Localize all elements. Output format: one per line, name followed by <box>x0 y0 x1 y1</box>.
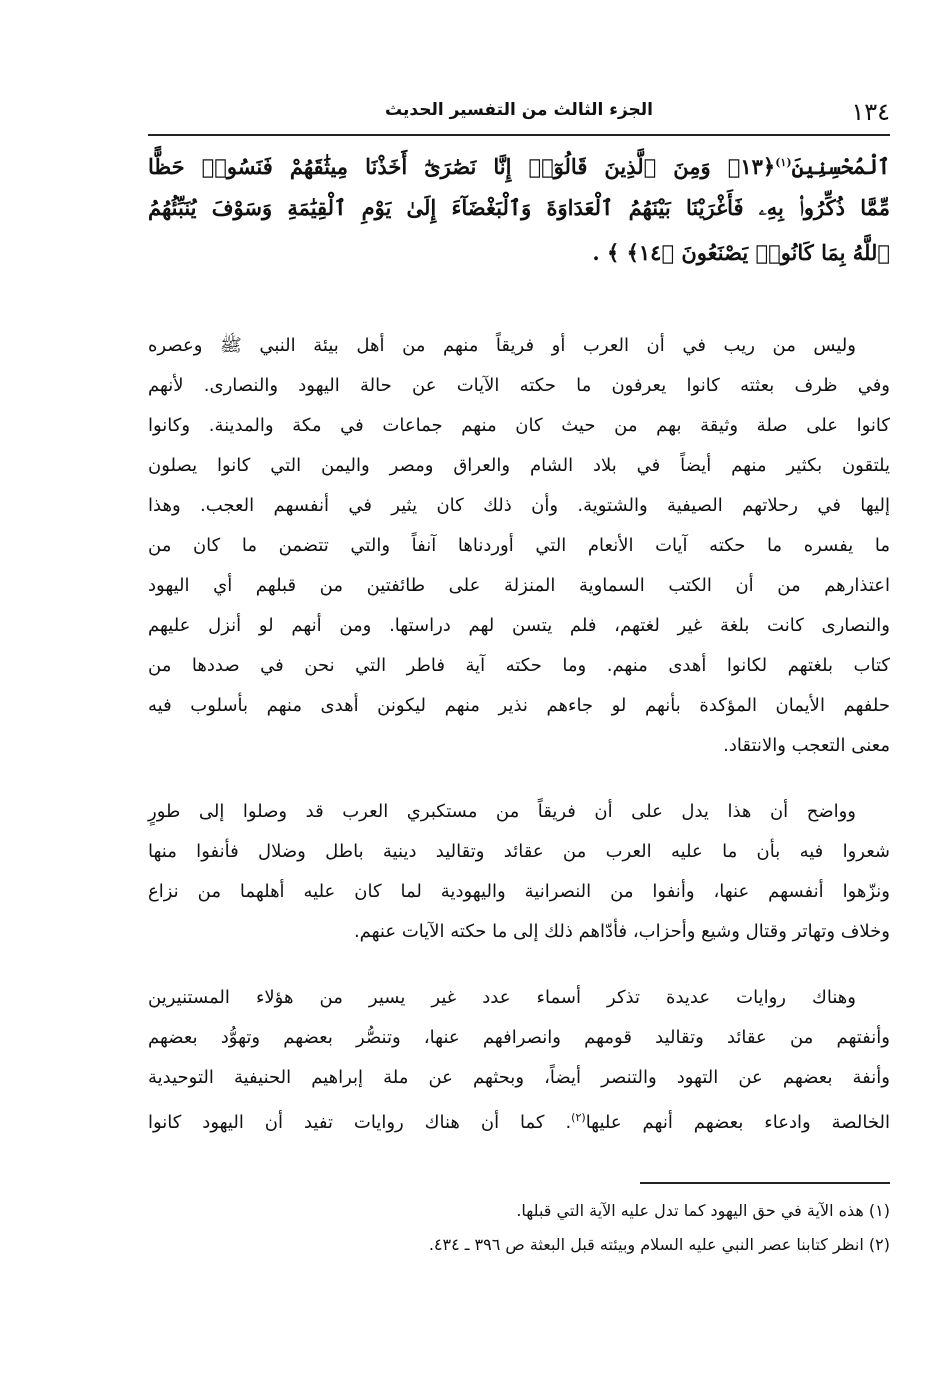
text-line <box>148 832 890 872</box>
text-line <box>148 726 890 766</box>
line-text: وهناك روايات عديدة تذكر أسماء عدد غير يسير من هؤلاء المستنيرين <box>148 987 856 1008</box>
text-line <box>148 872 890 912</box>
text-line <box>148 406 890 446</box>
text-line <box>148 1098 890 1138</box>
line-text: ٱلْمُحْسِنِينَ <box>791 154 890 179</box>
line-text: شعروا فيه بأن ما عليه العرب من عقائد وتقاليد دينية باطل وضلال فأنفوا منها <box>148 841 890 862</box>
line-text: اعتذارهم من أن الكتب السماوية المنزلة على طائفتين من قبلهم أي اليهود <box>148 575 890 596</box>
line-text: ﴿١٣﴾ وَمِنَ ٱلَّذِينَ قَالُوٓا۟ إِنَّا نَصَٰرَىٰٓ أَخَذْنَا مِيثَٰقَهُمْ فَنَسُوا۟ حَظًّا <box>148 154 776 179</box>
text-line <box>148 686 890 726</box>
text-line <box>148 978 890 1018</box>
text-line <box>148 326 890 366</box>
text-line <box>148 486 890 526</box>
quran-verse-block <box>148 140 890 275</box>
text-line <box>148 366 890 406</box>
line-text: . كما أن هناك روايات تفيد أن اليهود كانوا <box>148 1112 572 1133</box>
verse-line <box>148 185 890 230</box>
line-text: والنصارى كانت بلغة غير لغتهم، فلم يتسن لهم دراستها. ومن أنهم لو أنزل عليهم <box>148 615 890 636</box>
line-text: وأنفة بعضهم عن التهود والتنصر أيضاً، وبحثهم عن ملة إبراهيم الحنيفية التوحيدية <box>148 1067 890 1088</box>
footnote: (١) هذه الآية في حق اليهود كما تدل عليه الآية التي قبلها. <box>516 1201 890 1220</box>
text-line <box>148 526 890 566</box>
text-line <box>148 1018 890 1058</box>
paragraph <box>148 326 890 766</box>
text-line <box>148 792 890 832</box>
page-number: ١٣٤ <box>851 98 890 126</box>
text-line <box>148 446 890 486</box>
text-line <box>148 566 890 606</box>
header-rule <box>148 134 890 136</box>
line-text: وليس من ريب في أن العرب أو فريقاً منهم من أهل بيئة النبي ﷺ وعصره <box>148 335 856 356</box>
text-line <box>148 912 890 952</box>
text-line <box>148 646 890 686</box>
line-text: يلتقون بكثير منهم أيضاً في بلاد الشام والعراق ومصر واليمن التي كانوا يصلون <box>148 455 890 476</box>
verse-line <box>148 230 890 275</box>
line-text: حلفهم الأيمان المؤكدة بأنهم لو جاءهم نذير منهم ليكونن أهدى منهم بأسلوب فيه <box>148 695 890 716</box>
line-text: كانوا على صلة وثيقة بهم من حيث كان منهم جماعات في مكة والمدينة. وكانوا <box>148 415 890 436</box>
line-text: كتاب بلغتهم لكانوا أهدى منهم. وما حكته آية فاطر التي نحن في صددها من <box>148 655 890 676</box>
body-text <box>148 326 890 1164</box>
line-text: وخلاف وتهاتر وقتال وشيع وأحزاب، فأدّاهم ذلك إلى ما حكته الآيات عنهم. <box>353 921 890 942</box>
line-text: معنى التعجب والانتقاد. <box>723 735 890 756</box>
line-text: وفي ظرف بعثته كانوا يعرفون ما حكته الآيات عن حالة اليهود والنصارى. لأنهم <box>148 375 890 396</box>
footnote-rule <box>640 1182 890 1184</box>
line-text: وأنفتهم من عقائد وتقاليد قومهم وانصرافهم عنها، وتنصُّر بعضهم وتهوُّد بعضهم <box>148 1027 890 1048</box>
paragraph <box>148 978 890 1138</box>
line-text: إليها في رحلاتهم الصيفية والشتوية. وأن ذلك كان يثير في أنفسهم العجب. وهذا <box>148 495 890 516</box>
footnote-marker[interactable]: (١) <box>775 156 792 169</box>
verse-line <box>148 140 890 185</box>
text-line <box>148 606 890 646</box>
line-text: وواضح أن هذا يدل على أن فريقاً من مستكبري العرب قد وصلوا إلى طورٍ <box>148 801 856 822</box>
line-text: الخالصة وادعاء بعضهم أنهم عليها <box>585 1112 890 1133</box>
text-line <box>148 1058 890 1098</box>
page-header <box>148 96 890 132</box>
paragraph <box>148 792 890 952</box>
line-text: مِّمَّا ذُكِّرُوا۟ بِهِۦ فَأَغْرَيْنَا بَيْنَهُمُ ٱلْعَدَاوَةَ وَٱلْبَغْضَآءَ إِلَىٰ يَوْمِ ٱلْقِيَٰمَةِ وَسَوْفَ يُنَبِّئُهُمُ <box>148 195 890 220</box>
footnote-marker[interactable]: (٢) <box>571 1111 586 1124</box>
running-title: الجزء الثالث من التفسير الحديث <box>385 100 653 120</box>
footnote: (٢) انظر كتابنا عصر النبي عليه السلام وبيئته قبل البعثة ص ٣٩٦ ـ ٤٣٤. <box>428 1235 890 1254</box>
line-text: ونزّهوا أنفسهم عنها، وأنفوا من النصرانية واليهودية لما كان عليه أهلهما من نزاع <box>148 881 890 902</box>
line-text: ٱللَّهُ بِمَا كَانُوا۟ يَصْنَعُونَ ﴿١٤﴾ ﴾ . <box>592 240 890 265</box>
line-text: ما يفسره ما حكته آيات الأنعام التي أوردناها آنفاً والتي تتضمن ما كان من <box>148 535 890 556</box>
footnotes <box>148 1194 890 1262</box>
